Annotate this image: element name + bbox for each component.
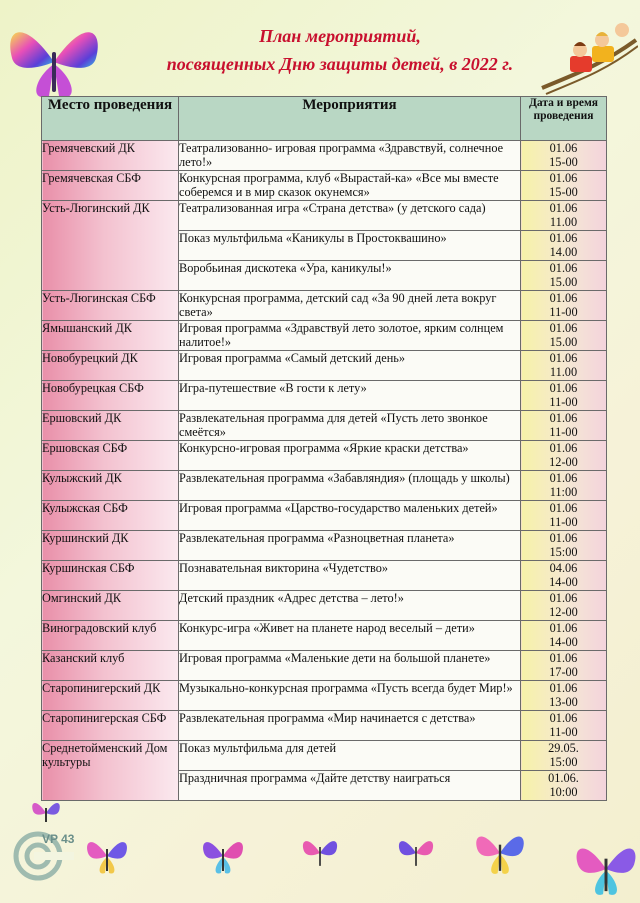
row-place: Среднетойменский Дом культуры bbox=[42, 741, 179, 801]
row-event: Театрализованно- игровая программа «Здравствуй, солнечное лето!» bbox=[179, 141, 521, 171]
row-date: 01.06 bbox=[549, 501, 578, 515]
row-time: 14-00 bbox=[549, 635, 578, 649]
row-date: 01.06 bbox=[549, 471, 578, 485]
title-line-1: План мероприятий, bbox=[259, 26, 421, 46]
butterfly-icon bbox=[300, 835, 340, 871]
row-datetime bbox=[521, 291, 607, 321]
row-date: 01.06 bbox=[549, 531, 578, 545]
row-event: Игра-путешествие «В гости к лету» bbox=[179, 381, 521, 411]
row-event: Детский праздник «Адрес детства – лето!» bbox=[179, 591, 521, 621]
row-place: Омгинский ДК bbox=[42, 591, 179, 621]
table-row bbox=[42, 561, 607, 591]
row-event: Игровая программа «Царство-государство маленьких детей» bbox=[179, 501, 521, 531]
row-datetime bbox=[521, 441, 607, 471]
row-date: 01.06 bbox=[549, 681, 578, 695]
row-datetime bbox=[521, 771, 607, 801]
butterfly-icon bbox=[472, 828, 528, 878]
row-datetime bbox=[521, 351, 607, 381]
butterfly-icon bbox=[4, 18, 104, 106]
row-time: 15:00 bbox=[549, 755, 578, 769]
row-place: Новобурецкая СБФ bbox=[42, 381, 179, 411]
header-event: Мероприятия bbox=[179, 97, 521, 141]
row-time: 14.00 bbox=[549, 245, 578, 259]
row-date: 01.06 bbox=[549, 141, 578, 155]
row-event: Музыкально-конкурсная программа «Пусть всегда будет Мир!» bbox=[179, 681, 521, 711]
butterfly-icon bbox=[200, 835, 246, 877]
row-time: 15-00 bbox=[549, 155, 578, 169]
row-event: Показ мультфильма для детей bbox=[179, 741, 521, 771]
row-datetime bbox=[521, 141, 607, 171]
row-datetime bbox=[521, 261, 607, 291]
row-date: 29.05. bbox=[548, 741, 579, 755]
row-event: Игровая программа «Самый детский день» bbox=[179, 351, 521, 381]
table-row bbox=[42, 741, 607, 771]
row-event: Конкурсная программа, клуб «Вырастай-ка» «Все мы вместе соберемся и в мир сказок окунемся» bbox=[179, 171, 521, 201]
row-event: Игровая программа «Здравствуй лето золотое, ярким солнцем налитое!» bbox=[179, 321, 521, 351]
row-date: 01.06 bbox=[549, 411, 578, 425]
table-row bbox=[42, 321, 607, 351]
vp43-logo: VP 43 bbox=[42, 832, 75, 846]
row-datetime bbox=[521, 471, 607, 501]
row-datetime bbox=[521, 591, 607, 621]
row-datetime bbox=[521, 501, 607, 531]
row-place: Казанский клуб bbox=[42, 651, 179, 681]
row-time: 10:00 bbox=[549, 785, 578, 799]
row-date: 01.06. bbox=[548, 771, 579, 785]
row-time: 11-00 bbox=[549, 725, 578, 739]
row-date: 01.06 bbox=[549, 171, 578, 185]
butterfly-icon bbox=[84, 835, 130, 877]
row-event: Конкурсно-игровая программа «Яркие краски детства» bbox=[179, 441, 521, 471]
table-row bbox=[42, 171, 607, 201]
row-date: 04.06 bbox=[549, 561, 578, 575]
header-date: Дата и время проведения bbox=[521, 97, 607, 141]
row-time: 15.00 bbox=[549, 275, 578, 289]
row-place: Старопинигерский ДК bbox=[42, 681, 179, 711]
row-datetime bbox=[521, 531, 607, 561]
row-time: 11-00 bbox=[549, 515, 578, 529]
row-event: Конкурс-игра «Живет на планете народ веселый – дети» bbox=[179, 621, 521, 651]
table-row bbox=[42, 681, 607, 711]
row-time: 14-00 bbox=[549, 575, 578, 589]
table-row bbox=[42, 411, 607, 441]
row-datetime bbox=[521, 411, 607, 441]
row-time: 11-00 bbox=[549, 305, 578, 319]
row-time: 11-00 bbox=[549, 395, 578, 409]
row-event: Праздничная программа «Дайте детству наиграться bbox=[179, 771, 521, 801]
row-place: Ершовская СБФ bbox=[42, 441, 179, 471]
row-date: 01.06 bbox=[549, 321, 578, 335]
row-event: Развлекательная программа «Мир начинается с детства» bbox=[179, 711, 521, 741]
row-date: 01.06 bbox=[549, 711, 578, 725]
row-time: 13-00 bbox=[549, 695, 578, 709]
row-datetime bbox=[521, 621, 607, 651]
table-row bbox=[42, 201, 607, 231]
row-place: Усть-Люгинская СБФ bbox=[42, 291, 179, 321]
row-date: 01.06 bbox=[549, 651, 578, 665]
row-time: 15:00 bbox=[549, 545, 578, 559]
row-event: Развлекательная программа для детей «Пусть лето звонкое смеётся» bbox=[179, 411, 521, 441]
header-place: Место проведения bbox=[42, 97, 179, 141]
row-place: Ямышанский ДК bbox=[42, 321, 179, 351]
table-row bbox=[42, 531, 607, 561]
row-time: 11-00 bbox=[549, 425, 578, 439]
table-row bbox=[42, 591, 607, 621]
events-table bbox=[41, 96, 607, 801]
row-place: Гремячевский ДК bbox=[42, 141, 179, 171]
row-datetime bbox=[521, 651, 607, 681]
row-time: 11:00 bbox=[549, 485, 578, 499]
row-place: Кулыжская СБФ bbox=[42, 501, 179, 531]
row-time: 11.00 bbox=[549, 215, 578, 229]
title-line-2: посвященных Дню защиты детей, в 2022 г. bbox=[166, 54, 514, 74]
row-event: Театрализованная игра «Страна детства» (у детского сада) bbox=[179, 201, 521, 231]
row-place: Кулыжский ДК bbox=[42, 471, 179, 501]
table-row bbox=[42, 441, 607, 471]
children-train-icon bbox=[540, 16, 638, 96]
row-place: Куршинский ДК bbox=[42, 531, 179, 561]
table-row bbox=[42, 501, 607, 531]
row-time: 12-00 bbox=[549, 605, 578, 619]
row-date: 01.06 bbox=[549, 441, 578, 455]
row-datetime bbox=[521, 171, 607, 201]
row-time: 17-00 bbox=[549, 665, 578, 679]
row-date: 01.06 bbox=[549, 201, 578, 215]
row-place: Куршинская СБФ bbox=[42, 561, 179, 591]
table-row bbox=[42, 621, 607, 651]
row-time: 15.00 bbox=[549, 335, 578, 349]
row-date: 01.06 bbox=[549, 351, 578, 365]
row-date: 01.06 bbox=[549, 231, 578, 245]
butterfly-icon bbox=[396, 835, 436, 871]
row-event: Познавательная викторина «Чудетство» bbox=[179, 561, 521, 591]
row-time: 11.00 bbox=[549, 365, 578, 379]
row-place: Усть-Люгинский ДК bbox=[42, 201, 179, 291]
row-time: 15-00 bbox=[549, 185, 578, 199]
table-row bbox=[42, 381, 607, 411]
table-row bbox=[42, 711, 607, 741]
row-place: Ершовский ДК bbox=[42, 411, 179, 441]
row-datetime bbox=[521, 231, 607, 261]
table-row bbox=[42, 291, 607, 321]
row-event: Развлекательная программа «Разноцветная планета» bbox=[179, 531, 521, 561]
row-event: Показ мультфильма «Каникулы в Простоквашино» bbox=[179, 231, 521, 261]
butterfly-icon bbox=[572, 838, 640, 900]
table-row bbox=[42, 141, 607, 171]
table-row bbox=[42, 351, 607, 381]
table-row bbox=[42, 651, 607, 681]
row-event: Воробьиная дискотека «Ура, каникулы!» bbox=[179, 261, 521, 291]
row-place: Новобурецкий ДК bbox=[42, 351, 179, 381]
row-place: Виноградовский клуб bbox=[42, 621, 179, 651]
row-time: 12-00 bbox=[549, 455, 578, 469]
row-datetime bbox=[521, 381, 607, 411]
page-title bbox=[130, 22, 550, 78]
row-date: 01.06 bbox=[549, 621, 578, 635]
vp43-logo-icon bbox=[8, 822, 78, 882]
row-date: 01.06 bbox=[549, 261, 578, 275]
row-event: Развлекательная программа «Забавляндия» (площадь у школы) bbox=[179, 471, 521, 501]
row-date: 01.06 bbox=[549, 291, 578, 305]
row-date: 01.06 bbox=[549, 591, 578, 605]
row-event: Конкурсная программа, детский сад «За 90 дней лета вокруг света» bbox=[179, 291, 521, 321]
row-event: Игровая программа «Маленькие дети на большой планете» bbox=[179, 651, 521, 681]
table-header-row bbox=[42, 97, 607, 141]
row-datetime bbox=[521, 321, 607, 351]
table-row bbox=[42, 471, 607, 501]
row-datetime bbox=[521, 711, 607, 741]
row-datetime bbox=[521, 201, 607, 231]
row-place: Старопинигерская СБФ bbox=[42, 711, 179, 741]
row-place: Гремячевская СБФ bbox=[42, 171, 179, 201]
row-date: 01.06 bbox=[549, 381, 578, 395]
row-datetime bbox=[521, 681, 607, 711]
row-datetime bbox=[521, 741, 607, 771]
row-datetime bbox=[521, 561, 607, 591]
